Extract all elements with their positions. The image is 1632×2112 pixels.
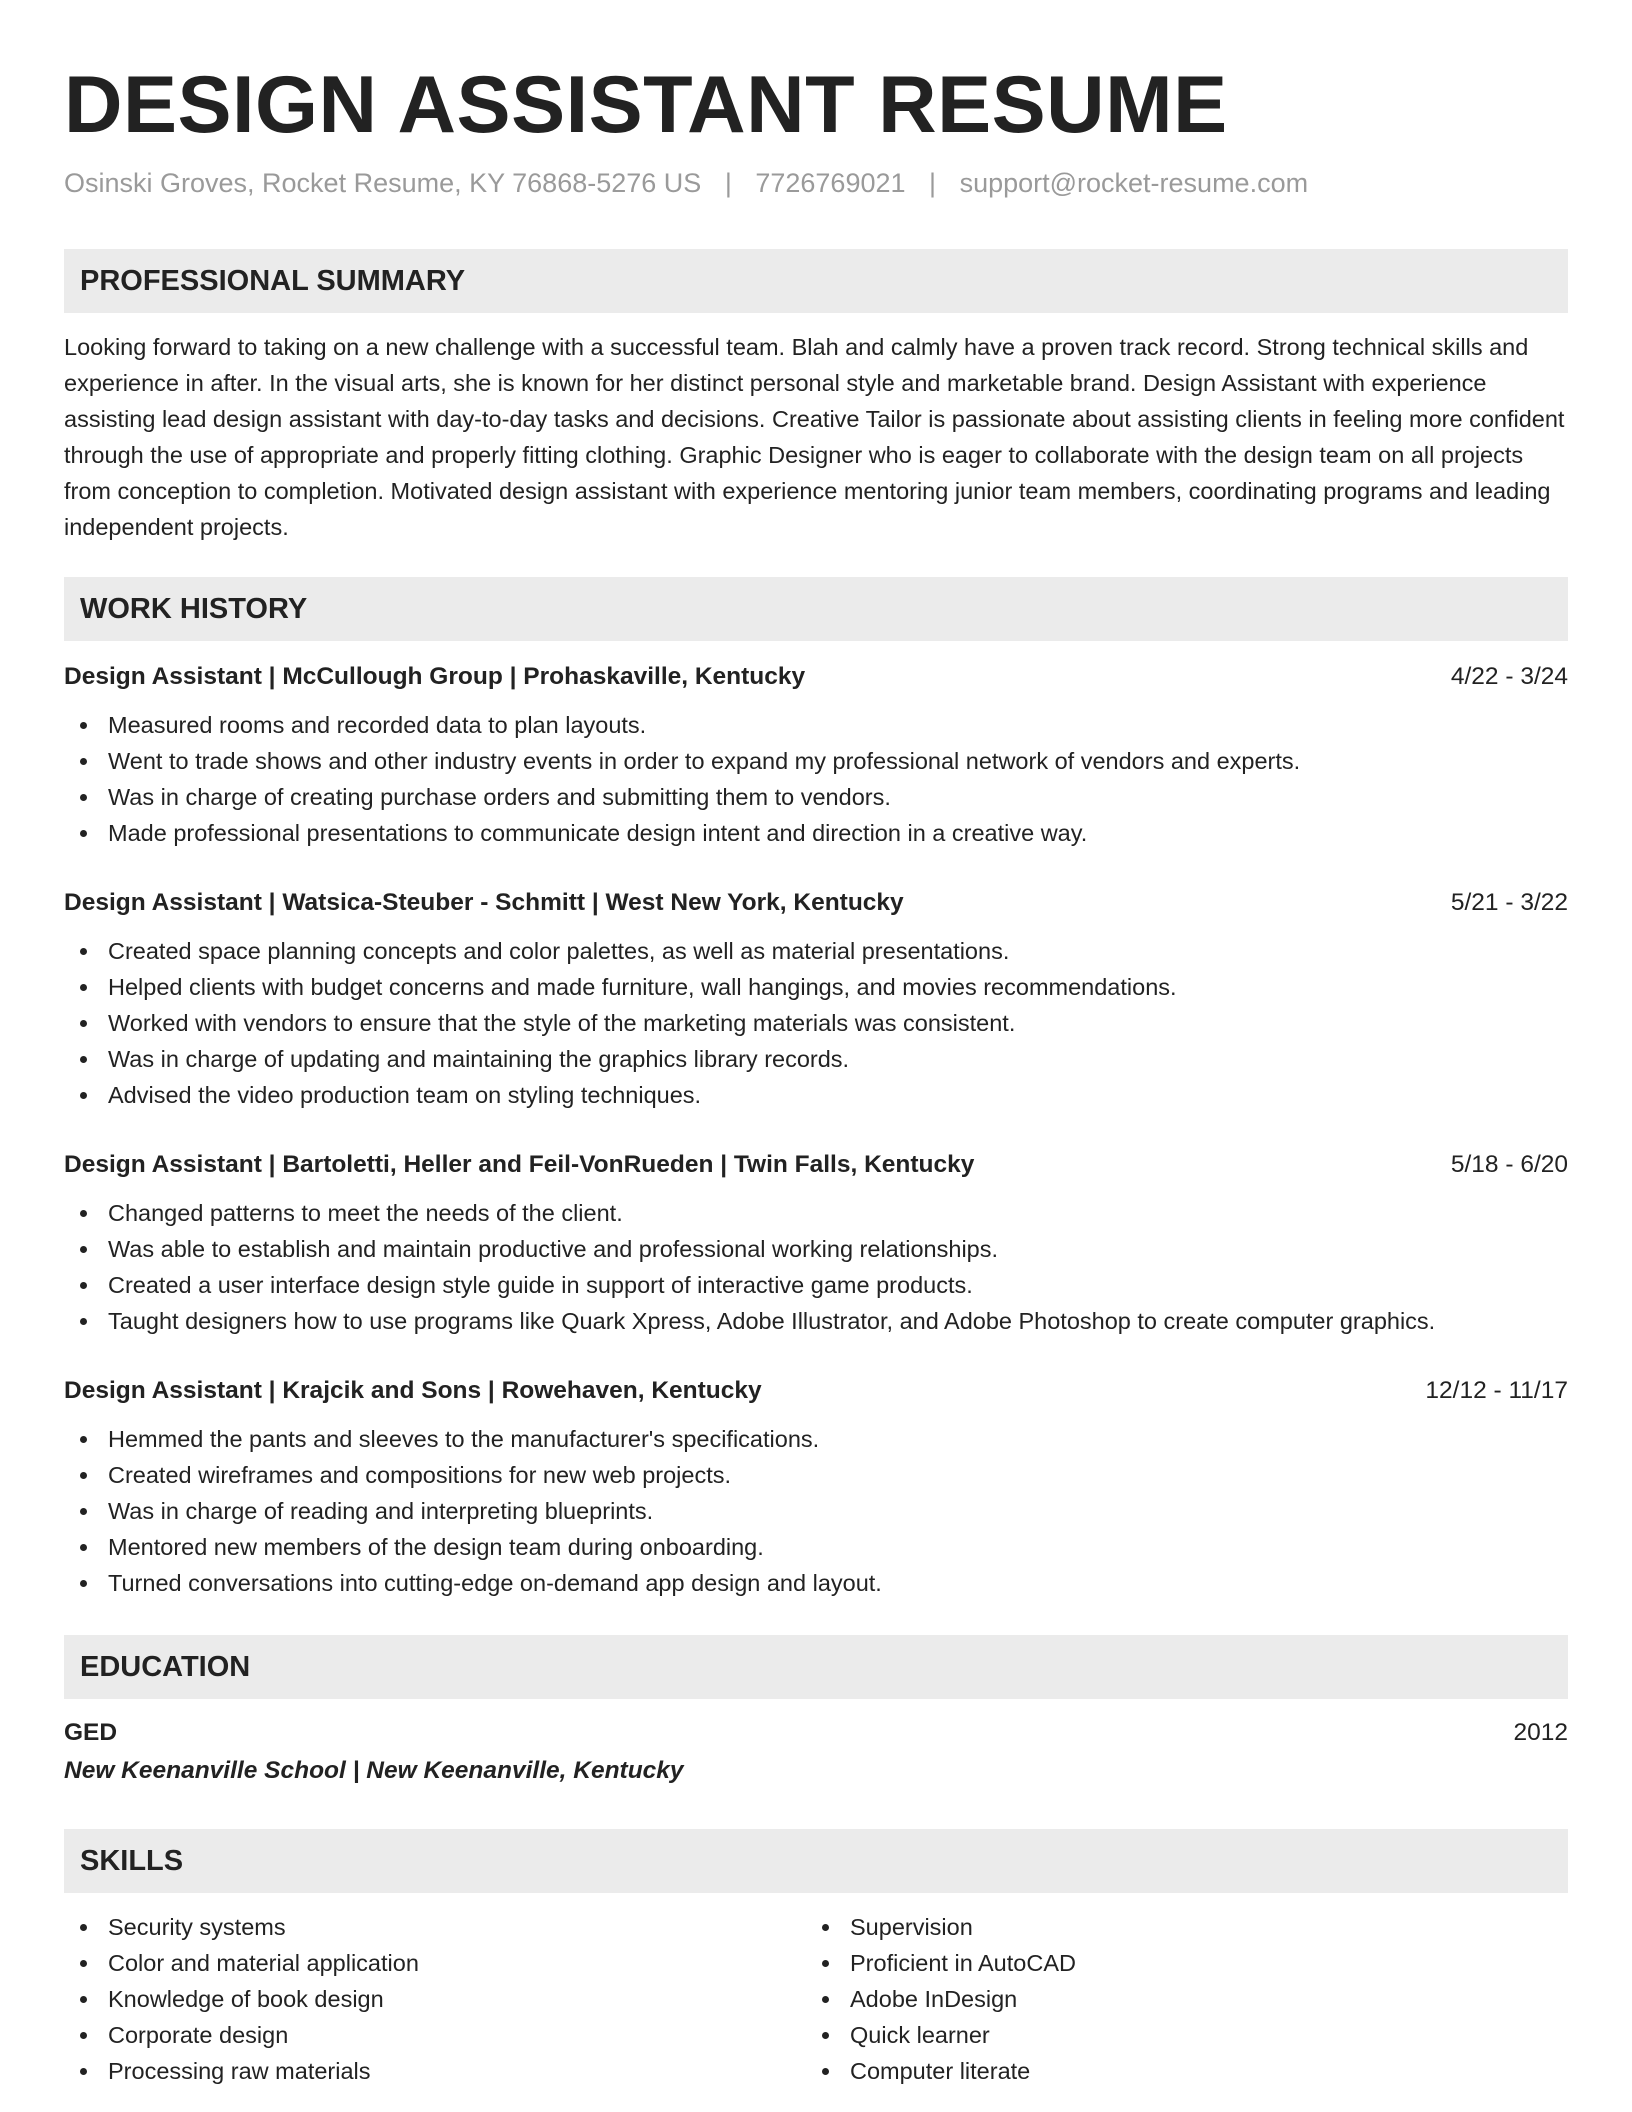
email-link[interactable]: support@rocket-resume.com (959, 168, 1309, 198)
list-item: Made professional presentations to communicate design intent and direction in a creative way. (64, 815, 1568, 851)
job-title: Design Assistant | Watsica-Steuber - Schmitt | West New York, Kentucky (64, 889, 904, 916)
list-item: Supervision (806, 1909, 1548, 1945)
contact-separator: | (929, 168, 937, 198)
list-item: Proficient in AutoCAD (806, 1945, 1548, 1981)
job-entry (64, 1373, 1568, 1601)
list-item: Went to trade shows and other industry events in order to expand my professional network of vendors and experts. (64, 743, 1568, 779)
address-text: Osinski Groves, Rocket Resume, KY 76868-5276 US (64, 168, 702, 198)
list-item: Corporate design (64, 2017, 806, 2053)
job-duties-list (64, 1195, 1568, 1339)
list-item: Advised the video production team on styling techniques. (64, 1077, 1568, 1113)
list-item: Adobe InDesign (806, 1981, 1548, 2017)
degree-title: GED (64, 1719, 118, 1746)
skills-list-right (806, 1909, 1548, 2089)
list-item: Taught designers how to use programs like Quark Xpress, Adobe Illustrator, and Adobe Photoshop to create computer graphics. (64, 1303, 1568, 1339)
list-item: Was in charge of updating and maintaining the graphics library records. (64, 1041, 1568, 1077)
list-item: Worked with vendors to ensure that the style of the marketing materials was consistent. (64, 1005, 1568, 1041)
job-entry (64, 1147, 1568, 1339)
job-entry (64, 885, 1568, 1113)
contact-line (64, 168, 1568, 199)
skills-grid (64, 1909, 1568, 2089)
job-duties-list (64, 1421, 1568, 1601)
section-heading-summary: PROFESSIONAL SUMMARY (64, 249, 1568, 313)
list-item: Created a user interface design style guide in support of interactive game products. (64, 1267, 1568, 1303)
section-heading-education: EDUCATION (64, 1635, 1568, 1699)
list-item: Was in charge of creating purchase orders and submitting them to vendors. (64, 779, 1568, 815)
education-entry (64, 1715, 1568, 1791)
job-dates: 12/12 - 11/17 (1425, 1377, 1568, 1404)
job-duties-list (64, 707, 1568, 851)
list-item: Knowledge of book design (64, 1981, 806, 2017)
contact-separator: | (724, 168, 732, 198)
school-name: New Keenanville School | New Keenanville, Kentucky (64, 1757, 684, 1784)
resume-page (64, 60, 1568, 2089)
education-header (64, 1715, 1568, 1751)
list-item: Processing raw materials (64, 2053, 806, 2089)
list-item: Turned conversations into cutting-edge on-demand app design and layout. (64, 1565, 1568, 1601)
summary-paragraph: Looking forward to taking on a new challenge with a successful team. Blah and calmly have a proven track record. Strong technical skills and experience in after. In the visual arts, she is known for her distinct personal style and marketable brand. Design Assistant with experience assisting lead design assistant with day-to-day tasks and decisions. Creative Tailor is passionate about assisting clients in feeling more confident through the use of appropriate and properly fitting clothing. Graphic Designer who is eager to collaborate with the design team on all projects from conception to completion. Motivated design assistant with experience mentoring junior team members, coordinating programs and leading independent projects. (64, 334, 1565, 540)
list-item: Was in charge of reading and interpreting blueprints. (64, 1493, 1568, 1529)
job-entry (64, 659, 1568, 851)
job-duties-list (64, 933, 1568, 1113)
job-header (64, 885, 1568, 921)
list-item: Quick learner (806, 2017, 1548, 2053)
list-item: Security systems (64, 1909, 806, 1945)
phone-text: 7726769021 (755, 168, 906, 198)
list-item: Created wireframes and compositions for new web projects. (64, 1457, 1568, 1493)
job-dates: 5/21 - 3/22 (1450, 889, 1568, 916)
list-item: Changed patterns to meet the needs of the client. (64, 1195, 1568, 1231)
job-title: Design Assistant | Bartoletti, Heller and Feil-VonRueden | Twin Falls, Kentucky (64, 1151, 975, 1178)
list-item: Helped clients with budget concerns and made furniture, wall hangings, and movies recommendations. (64, 969, 1568, 1005)
job-dates: 4/22 - 3/24 (1450, 663, 1568, 690)
job-title: Design Assistant | McCullough Group | Prohaskaville, Kentucky (64, 663, 806, 690)
job-dates: 5/18 - 6/20 (1450, 1151, 1568, 1178)
graduation-year: 2012 (1513, 1719, 1568, 1746)
section-heading-skills: SKILLS (64, 1829, 1568, 1893)
list-item: Was able to establish and maintain productive and professional working relationships. (64, 1231, 1568, 1267)
list-item: Hemmed the pants and sleeves to the manufacturer's specifications. (64, 1421, 1568, 1457)
job-title: Design Assistant | Krajcik and Sons | Rowehaven, Kentucky (64, 1377, 762, 1404)
list-item: Color and material application (64, 1945, 806, 1981)
list-item: Mentored new members of the design team during onboarding. (64, 1529, 1568, 1565)
list-item: Computer literate (806, 2053, 1548, 2089)
job-header (64, 1373, 1568, 1409)
skills-list-left (64, 1909, 806, 2089)
list-item: Measured rooms and recorded data to plan layouts. (64, 707, 1568, 743)
job-header (64, 659, 1568, 695)
list-item: Created space planning concepts and color palettes, as well as material presentations. (64, 933, 1568, 969)
resume-title: DESIGN ASSISTANT RESUME (64, 60, 1228, 150)
job-header (64, 1147, 1568, 1183)
section-heading-work-history: WORK HISTORY (64, 577, 1568, 641)
